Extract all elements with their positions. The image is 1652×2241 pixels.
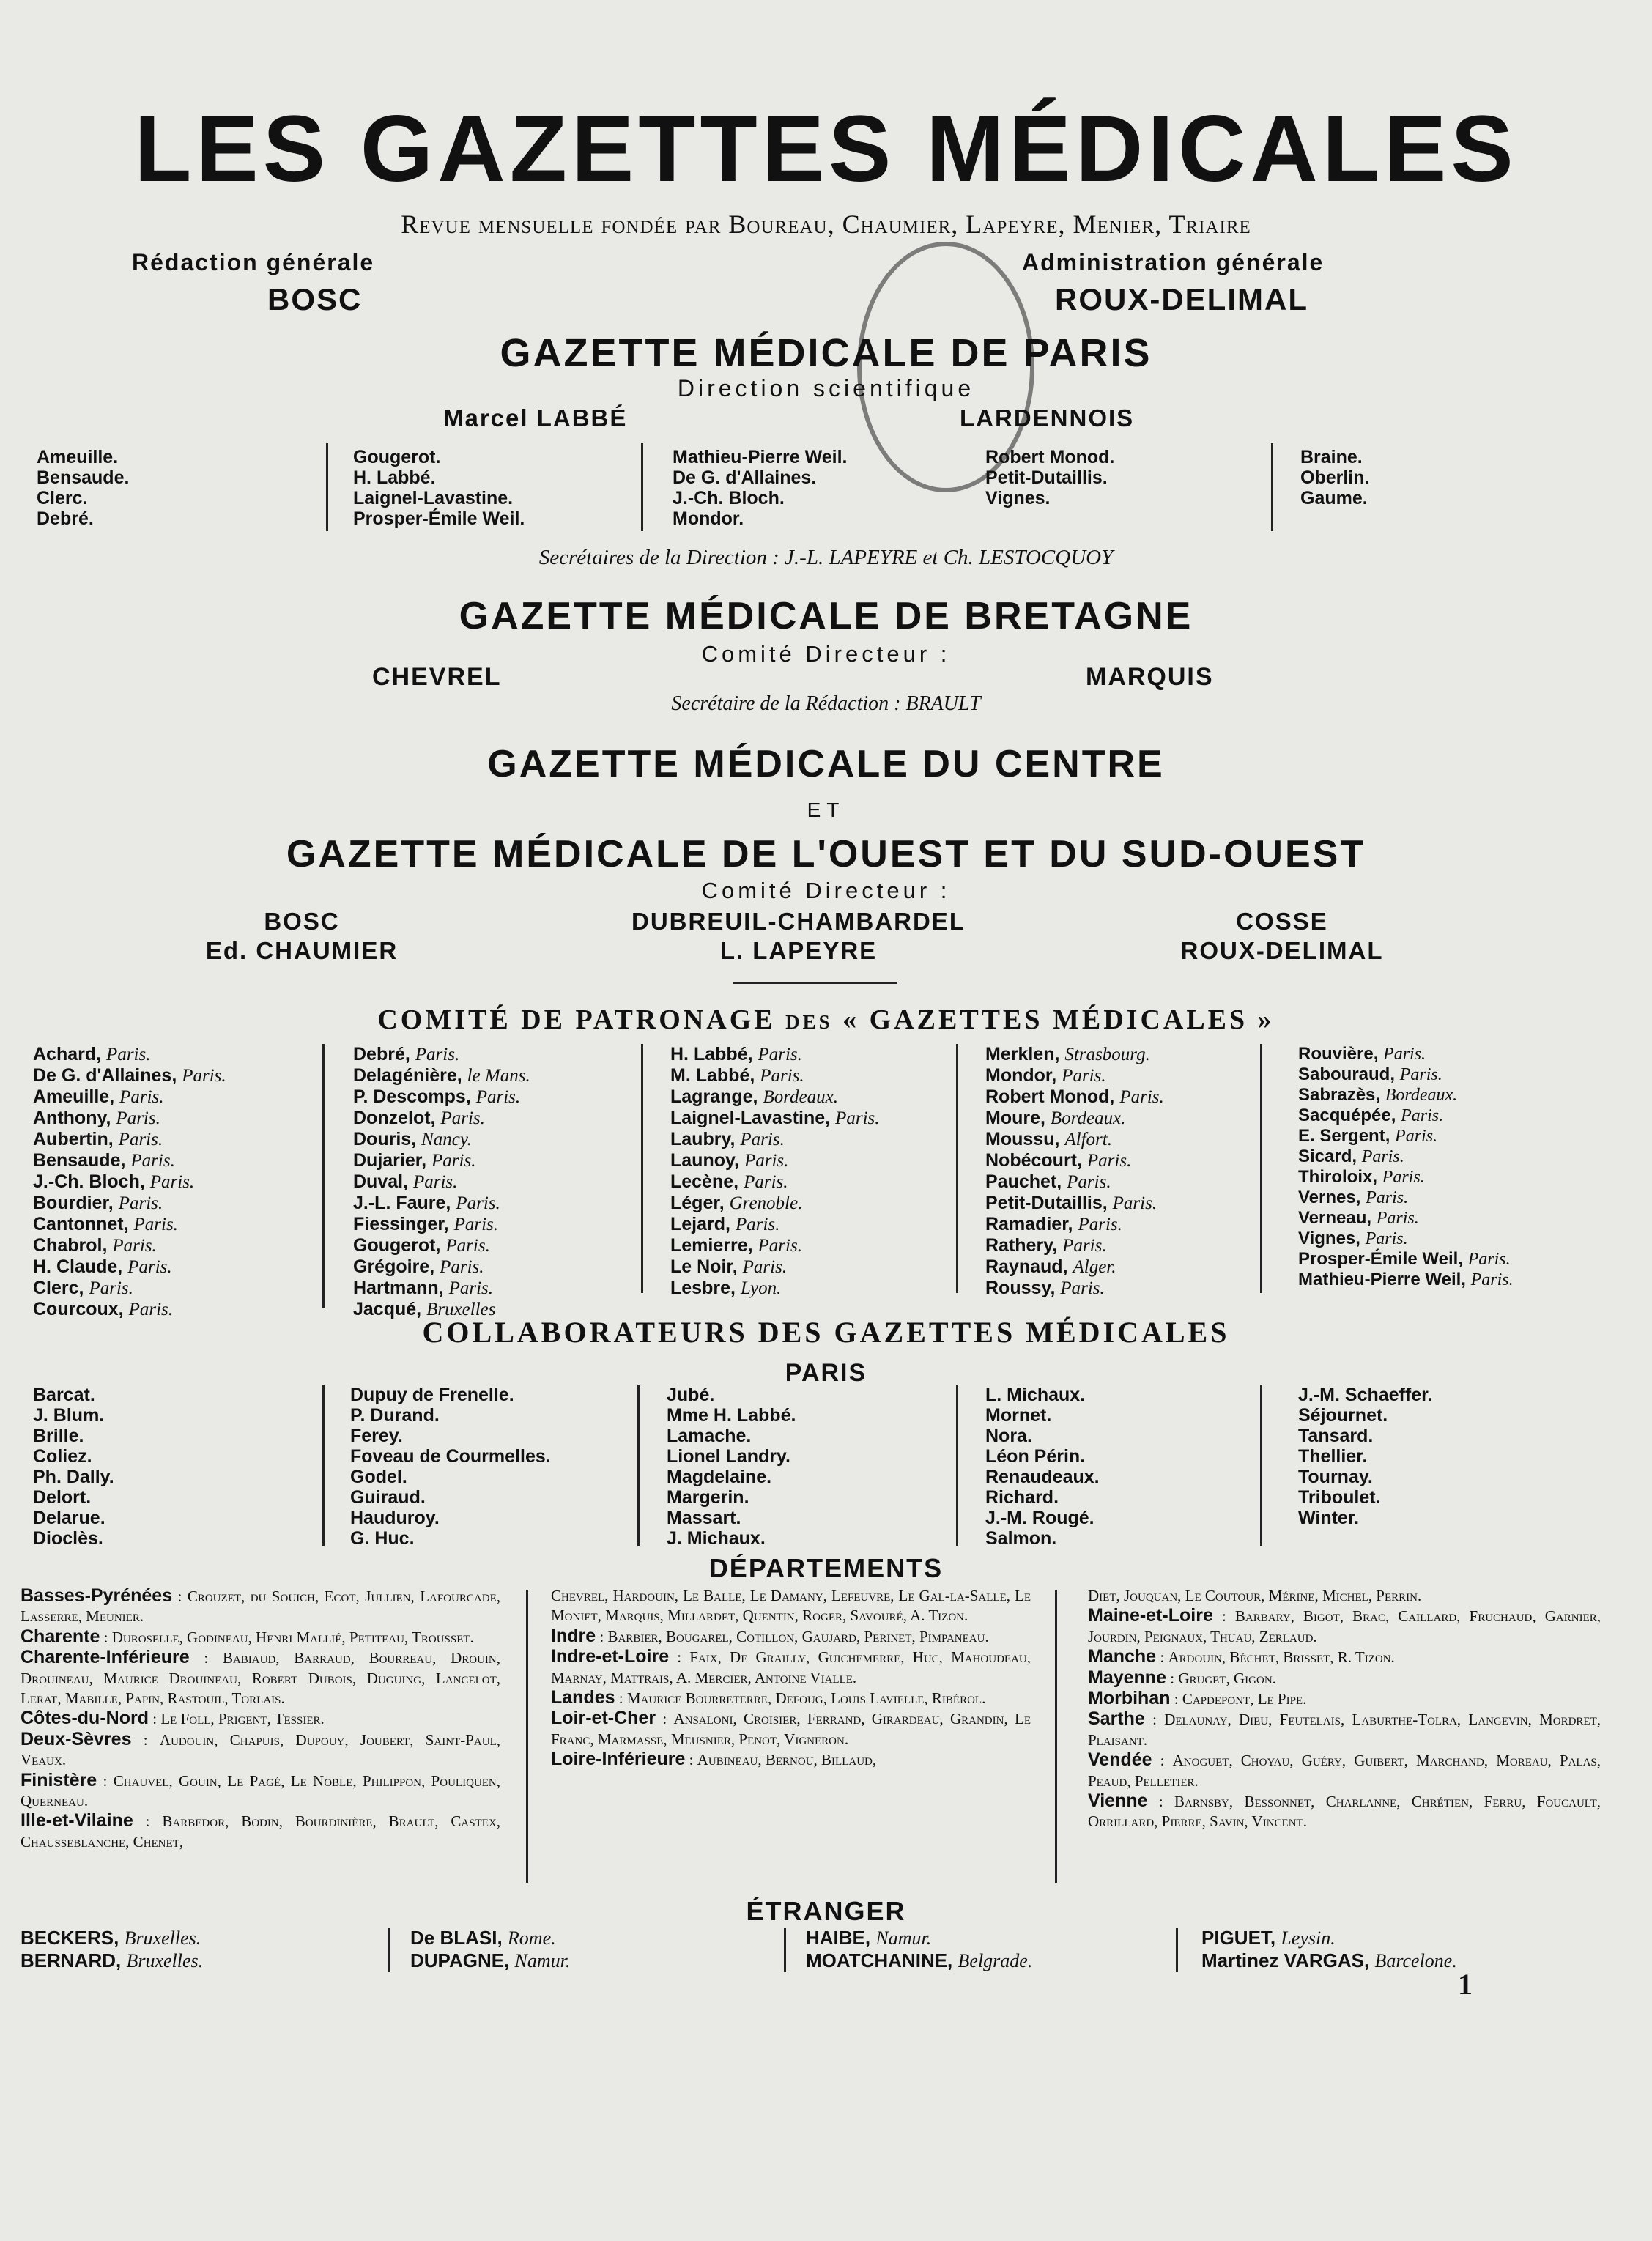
ouest-title: GAZETTE MÉDICALE DE L'OUEST ET DU SUD-OUEST	[286, 833, 1366, 875]
patronage-entry: Verneau, Paris.	[1298, 1208, 1419, 1228]
collaborator: Séjournet.	[1298, 1405, 1388, 1426]
patronage-col-1	[33, 1044, 226, 1320]
patronage-col-3	[670, 1044, 880, 1299]
departements-col-3	[1088, 1586, 1601, 1832]
dept-entry: Chevrel, Hardouin, Le Balle, Le Damany, Lefeuvre, Le Gal-la-Salle, Le Moniet, Marquis, Millardet, Quentin, Roger, Savouré, A. Tizon.	[551, 1587, 1031, 1625]
patronage-entry: Rathery, Paris.	[985, 1235, 1107, 1256]
bretagne-secretary: Secrétaire de la Rédaction : BRAULT	[671, 692, 981, 715]
patronage-entry: Moure, Bordeaux.	[985, 1108, 1126, 1128]
collaborator: G. Huc.	[350, 1528, 415, 1549]
paris-member: De G. d'Allaines.	[673, 467, 817, 488]
patronage-entry: Delagénière, le Mans.	[353, 1065, 530, 1086]
patronage-entry: Launoy, Paris.	[670, 1150, 789, 1171]
paris-director-left: Marcel LABBÉ	[443, 404, 628, 431]
collab-col-5	[1298, 1385, 1432, 1528]
patronage-entry: Léger, Grenoble.	[670, 1193, 803, 1213]
collaborator: Triboulet.	[1298, 1487, 1381, 1508]
etranger-entry: HAIBE, Namur.	[806, 1927, 932, 1949]
patronage-entry: Donzelot, Paris.	[353, 1108, 485, 1128]
section-rule	[733, 982, 897, 984]
patronage-entry: Ameuille, Paris.	[33, 1086, 164, 1107]
dept-entry: Morbihan : Capdepont, Le Pipe.	[1088, 1688, 1307, 1709]
departements-title: DÉPARTEMENTS	[708, 1553, 944, 1583]
bretagne-right: MARQUIS	[1086, 663, 1214, 691]
collaborator: J. Blum.	[33, 1405, 105, 1426]
patronage-entry: Vernes, Paris.	[1298, 1188, 1409, 1207]
column-divider	[637, 1385, 640, 1546]
collaborator: Brille.	[33, 1426, 84, 1446]
paris-member: Debré.	[37, 508, 94, 529]
patronage-entry: Rouvière, Paris.	[1298, 1044, 1426, 1064]
dept-entry: Loire-Inférieure : Aubineau, Bernou, Billaud,	[551, 1749, 877, 1770]
paris-col-4	[985, 447, 1114, 508]
patronage-entry: Bourdier, Paris.	[33, 1193, 163, 1213]
patronage-entry: Pauchet, Paris.	[985, 1171, 1111, 1192]
patronage-entry: Dujarier, Paris.	[353, 1150, 476, 1171]
collaborateurs-title: COLLABORATEURS DES GAZETTES MÉDICALES	[422, 1316, 1230, 1349]
patronage-entry: Sabouraud, Paris.	[1298, 1064, 1442, 1084]
patronage-entry: Petit-Dutaillis, Paris.	[985, 1193, 1157, 1213]
bretagne-committee-label: Comité Directeur :	[701, 641, 951, 667]
collaborator: Massart.	[667, 1508, 741, 1528]
patronage-entry: J.-L. Faure, Paris.	[353, 1193, 500, 1213]
dept-entry: Vienne : Barnsby, Bessonnet, Charlanne, Chrétien, Ferru, Foucault, Orrillard, Pierre, Savin, Vincent.	[1088, 1790, 1601, 1831]
patronage-entry: Douris, Nancy.	[353, 1129, 472, 1149]
collaborator: Ph. Dally.	[33, 1467, 114, 1487]
column-divider	[526, 1590, 528, 1883]
collaborator: Mornet.	[985, 1405, 1052, 1426]
redaction-label: Rédaction générale	[132, 249, 375, 275]
patronage-entry: Gougerot, Paris.	[353, 1235, 490, 1256]
etranger-entry: BECKERS, Bruxelles.	[21, 1927, 201, 1949]
paris-member: Braine.	[1300, 447, 1363, 467]
etranger-title: ÉTRANGER	[746, 1896, 906, 1926]
patronage-entry: Cantonnet, Paris.	[33, 1214, 178, 1234]
patronage-entry: Debré, Paris.	[353, 1044, 460, 1064]
paris-member: Gougerot.	[353, 447, 441, 467]
collaborator: Margerin.	[667, 1487, 749, 1508]
patronage-entry: E. Sergent, Paris.	[1298, 1126, 1438, 1146]
paris-director-right: LARDENNOIS	[960, 404, 1135, 431]
paris-member: H. Labbé.	[353, 467, 436, 488]
patronage-entry: Aubertin, Paris.	[33, 1129, 163, 1149]
column-divider	[956, 1385, 958, 1546]
collaborator: Guiraud.	[350, 1487, 426, 1508]
paris-member: Laignel-Lavastine.	[353, 488, 514, 508]
patronage-entry: Moussu, Alfort.	[985, 1129, 1112, 1149]
patronage-entry: Lemierre, Paris.	[670, 1235, 802, 1256]
collaborator: Tansard.	[1298, 1426, 1374, 1446]
etranger-entry: De BLASI, Rome.	[410, 1927, 556, 1949]
patronage-entry: P. Descomps, Paris.	[353, 1086, 521, 1107]
paris-member: Vignes.	[985, 488, 1051, 508]
column-divider	[956, 1044, 958, 1293]
administration-name: ROUX-DELIMAL	[1055, 282, 1308, 316]
centre-et: ET	[807, 799, 845, 821]
column-divider	[1260, 1385, 1262, 1546]
paris-member: Prosper-Émile Weil.	[353, 508, 525, 529]
dept-entry: Charente : Duroselle, Godineau, Henri Mallié, Petiteau, Trousset.	[21, 1626, 474, 1647]
patronage-entry: Sacquépée, Paris.	[1298, 1105, 1444, 1125]
patronage-entry: Chabrol, Paris.	[33, 1235, 157, 1256]
etranger-col-3	[806, 1927, 1032, 1972]
collaborator: L. Michaux.	[985, 1385, 1086, 1405]
column-divider	[326, 443, 328, 531]
patronage-entry: H. Labbé, Paris.	[670, 1044, 802, 1064]
column-divider	[1176, 1928, 1178, 1972]
paris-direction-label: Direction scientifique	[677, 375, 975, 401]
collab-col-4	[985, 1385, 1100, 1549]
patronage-entry: Lagrange, Bordeaux.	[670, 1086, 838, 1107]
committee-member: COSSE	[1236, 908, 1328, 935]
collaborator: Coliez.	[33, 1446, 92, 1467]
etranger-entry: PIGUET, Leysin.	[1201, 1927, 1336, 1949]
committee-member: L. LAPEYRE	[719, 937, 878, 964]
patronage-entry: Hartmann, Paris.	[353, 1278, 494, 1298]
patronage-entry: Le Noir, Paris.	[670, 1256, 788, 1277]
collaborator: Lamache.	[667, 1426, 752, 1446]
patronage-entry: Anthony, Paris.	[33, 1108, 160, 1128]
patronage-entry: De G. d'Allaines, Paris.	[33, 1065, 226, 1086]
collaborator: Foveau de Courmelles.	[350, 1446, 551, 1467]
dept-entry: Loir-et-Cher : Ansaloni, Croisier, Ferrand, Girardeau, Grandin, Le Franc, Marmasse, Meusnier, Penot, Vigneron.	[551, 1708, 1031, 1748]
dept-entry: Diet, Jouquan, Le Coutour, Mérine, Michel, Perrin.	[1088, 1587, 1422, 1604]
patronage-entry: Jacqué, Bruxelles	[353, 1299, 496, 1319]
collaborator: Dioclès.	[33, 1528, 103, 1549]
collab-col-3	[667, 1385, 796, 1549]
collaborator: Jubé.	[667, 1385, 715, 1405]
collaborator: Magdelaine.	[667, 1467, 772, 1487]
collaborator: Winter.	[1298, 1508, 1360, 1528]
collaborator: Richard.	[985, 1487, 1059, 1508]
patronage-entry: Grégoire, Paris.	[353, 1256, 484, 1277]
patronage-entry: Laubry, Paris.	[670, 1129, 785, 1149]
patronage-entry: Lejard, Paris.	[670, 1214, 780, 1234]
patronage-entry: Roussy, Paris.	[985, 1278, 1105, 1298]
collaborator: J. Michaux.	[667, 1528, 766, 1549]
patronage-entry: Prosper-Émile Weil, Paris.	[1298, 1249, 1511, 1269]
page-number: 1	[1458, 1968, 1473, 2001]
patronage-col-4	[985, 1044, 1164, 1299]
dept-entry: Charente-Inférieure : Babiaud, Barraud, Bourreau, Drouin, Drouineau, Maurice Drouineau, Robert Dubois, Duguing, Lancelot, Lerat, Mabille, Papin, Rastouil, Torlais.	[21, 1647, 500, 1708]
dept-entry: Deux-Sèvres : Audouin, Chapuis, Dupouy, Joubert, Saint-Paul, Veaux.	[21, 1728, 500, 1769]
etranger-col-1	[21, 1927, 203, 1972]
etranger-col-4	[1201, 1927, 1457, 1972]
patronage-entry: Vignes, Paris.	[1298, 1229, 1408, 1248]
dept-entry: Basses-Pyrénées : Crouzet, du Souich, Ecot, Jullien, Lafourcade, Lasserre, Meunier.	[21, 1585, 500, 1626]
patronage-entry: Nobécourt, Paris.	[985, 1150, 1132, 1171]
paris-member: Robert Monod.	[985, 447, 1115, 467]
paris-member: Mathieu-Pierre Weil.	[673, 447, 848, 467]
patronage-entry: Ramadier, Paris.	[985, 1214, 1122, 1234]
committee-member: DUBREUIL-CHAMBARDEL	[631, 908, 966, 935]
patronage-entry: Sicard, Paris.	[1298, 1147, 1404, 1166]
column-divider	[641, 1044, 643, 1293]
patronage-entry: Lesbre, Lyon.	[670, 1278, 782, 1298]
centre-right	[1147, 907, 1418, 966]
committee-member: BOSC	[264, 908, 340, 935]
paris-member: Clerc.	[37, 488, 88, 508]
etranger-entry: Martinez VARGAS, Barcelone.	[1201, 1949, 1457, 1971]
patronage-entry: Laignel-Lavastine, Paris.	[670, 1108, 880, 1128]
dept-entry: Mayenne : Gruget, Gigon.	[1088, 1667, 1276, 1688]
column-divider	[1055, 1590, 1057, 1883]
collaborator: Mme H. Labbé.	[667, 1405, 796, 1426]
collaborator: Lionel Landry.	[667, 1446, 790, 1467]
collaborateurs-paris-label: PARIS	[785, 1359, 867, 1387]
patronage-entry: Lecène, Paris.	[670, 1171, 788, 1192]
dept-entry: Manche : Ardouin, Béchet, Brisset, R. Tizon.	[1088, 1646, 1395, 1667]
paris-title: GAZETTE MÉDICALE DE PARIS	[500, 331, 1152, 375]
paris-member: J.-Ch. Bloch.	[673, 488, 785, 508]
collaborator: Renaudeaux.	[985, 1467, 1100, 1487]
centre-title: GAZETTE MÉDICALE DU CENTRE	[487, 743, 1165, 785]
column-divider	[322, 1385, 325, 1546]
patronage-entry: Achard, Paris.	[33, 1044, 151, 1064]
paris-col-5	[1300, 447, 1369, 508]
column-divider	[388, 1928, 390, 1972]
patronage-entry: Sabrazès, Bordeaux.	[1298, 1085, 1458, 1105]
patronage-entry: J.-Ch. Bloch, Paris.	[33, 1171, 195, 1192]
collaborator: Delarue.	[33, 1508, 105, 1528]
patronage-entry: Mondor, Paris.	[985, 1065, 1106, 1086]
bretagne-title: GAZETTE MÉDICALE DE BRETAGNE	[459, 595, 1193, 637]
bretagne-left: CHEVREL	[372, 663, 502, 691]
dept-entry: Indre : Barbier, Bougarel, Cotillon, Gaujard, Perinet, Pimpaneau.	[551, 1625, 989, 1646]
centre-left	[192, 907, 412, 966]
etranger-entry: MOATCHANINE, Belgrade.	[806, 1949, 1033, 1971]
column-divider	[1271, 443, 1273, 531]
paris-col-3	[673, 447, 848, 529]
patronage-entry: Fiessinger, Paris.	[353, 1214, 499, 1234]
journal-title: LES GAZETTES MÉDICALES	[134, 97, 1518, 201]
collaborator: Ferey.	[350, 1426, 403, 1446]
paris-col-1	[37, 447, 129, 529]
column-divider	[641, 443, 643, 531]
collaborator: Tournay.	[1298, 1467, 1373, 1487]
paris-member: Bensaude.	[37, 467, 130, 488]
departements-col-1	[21, 1586, 500, 1852]
administration-label: Administration générale	[1022, 249, 1325, 275]
journal-subtitle: Revue mensuelle fondée par Boureau, Chaumier, Lapeyre, Menier, Triaire	[401, 210, 1251, 239]
patronage-entry: Bensaude, Paris.	[33, 1150, 175, 1171]
dept-entry: Finistère : Chauvel, Gouin, Le Pagé, Le Noble, Philippon, Pouliquen, Querneau.	[21, 1769, 501, 1810]
collab-col-1	[33, 1385, 114, 1549]
paris-secretaries: Secrétaires de la Direction : J.-L. LAPEYRE et Ch. LESTOCQUOY	[538, 546, 1114, 569]
collab-col-2	[350, 1385, 551, 1549]
patronage-col-5	[1298, 1044, 1514, 1290]
patronage-entry: Courcoux, Paris.	[33, 1299, 174, 1319]
etranger-entry: BERNARD, Bruxelles.	[21, 1949, 204, 1971]
patronage-entry: M. Labbé, Paris.	[670, 1065, 804, 1086]
paris-col-2	[353, 447, 525, 529]
collaborator: Thellier.	[1298, 1446, 1368, 1467]
collaborator: Nora.	[985, 1426, 1032, 1446]
redaction-name: BOSC	[267, 282, 363, 316]
collaborator: Léon Périn.	[985, 1446, 1086, 1467]
collaborator: P. Durand.	[350, 1405, 440, 1426]
committee-member: ROUX-DELIMAL	[1180, 937, 1384, 964]
patronage-entry: H. Claude, Paris.	[33, 1256, 172, 1277]
etranger-col-2	[410, 1927, 570, 1972]
paris-member: Mondor.	[673, 508, 744, 529]
collaborator: Hauduroy.	[350, 1508, 440, 1528]
patronage-entry: Robert Monod, Paris.	[985, 1086, 1164, 1107]
patronage-col-2	[353, 1044, 530, 1320]
paris-member: Oberlin.	[1300, 467, 1370, 488]
centre-committee-label: Comité Directeur :	[701, 878, 951, 903]
dept-entry: Indre-et-Loire : Faix, De Grailly, Guichemerre, Huc, Mahoudeau, Marnay, Mattrais, A. Mercier, Antoine Vialle.	[551, 1646, 1031, 1686]
dept-entry: Côtes-du-Nord : Le Foll, Prigent, Tessier.	[21, 1708, 325, 1729]
collaborator: Godel.	[350, 1467, 407, 1487]
etranger-entry: DUPAGNE, Namur.	[410, 1949, 571, 1971]
collaborator: J.-M. Rougé.	[985, 1508, 1094, 1528]
patronage-entry: Mathieu-Pierre Weil, Paris.	[1298, 1270, 1514, 1289]
centre-middle	[586, 907, 1011, 966]
dept-entry: Vendée : Anoguet, Choyau, Guéry, Guibert, Marchand, Moreau, Palas, Peaud, Pelletier.	[1088, 1749, 1601, 1790]
dept-entry: Sarthe : Delaunay, Dieu, Feutelais, Laburthe-Tolra, Langevin, Mordret, Plaisant.	[1088, 1708, 1601, 1749]
dept-entry: Maine-et-Loire : Barbary, Bigot, Brac, Caillard, Fruchaud, Garnier, Jourdin, Peignaux, Thuau, Zerlaud.	[1088, 1605, 1601, 1645]
column-divider	[784, 1928, 786, 1972]
patronage-entry: Merklen, Strasbourg.	[985, 1044, 1150, 1064]
collaborator: Salmon.	[985, 1528, 1057, 1549]
committee-member: Ed. CHAUMIER	[205, 937, 399, 964]
column-divider	[1260, 1044, 1262, 1293]
patronage-entry: Thiroloix, Paris.	[1298, 1167, 1425, 1187]
paris-member: Gaume.	[1300, 488, 1368, 508]
patronage-entry: Duval, Paris.	[353, 1171, 458, 1192]
dept-entry: Landes : Maurice Bourreterre, Defoug, Louis Lavielle, Ribérol.	[551, 1687, 986, 1708]
dept-entry: Ille-et-Vilaine : Barbedor, Bodin, Bourdinière, Brault, Castex, Chausseblanche, Chenet,	[21, 1810, 501, 1851]
column-divider	[322, 1044, 325, 1308]
patronage-entry: Raynaud, Alger.	[985, 1256, 1116, 1277]
departements-col-2	[551, 1586, 1031, 1771]
collaborator: Delort.	[33, 1487, 92, 1508]
paris-member: Petit-Dutaillis.	[985, 467, 1108, 488]
collaborator: Barcat.	[33, 1385, 95, 1405]
patronage-entry: Clerc, Paris.	[33, 1278, 133, 1298]
patronage-title: COMITÉ DE PATRONAGE des « GAZETTES MÉDICALES »	[377, 1004, 1275, 1035]
collaborator: Dupuy de Frenelle.	[350, 1385, 514, 1405]
paris-member: Ameuille.	[37, 447, 119, 467]
collaborator: J.-M. Schaeffer.	[1298, 1385, 1433, 1405]
